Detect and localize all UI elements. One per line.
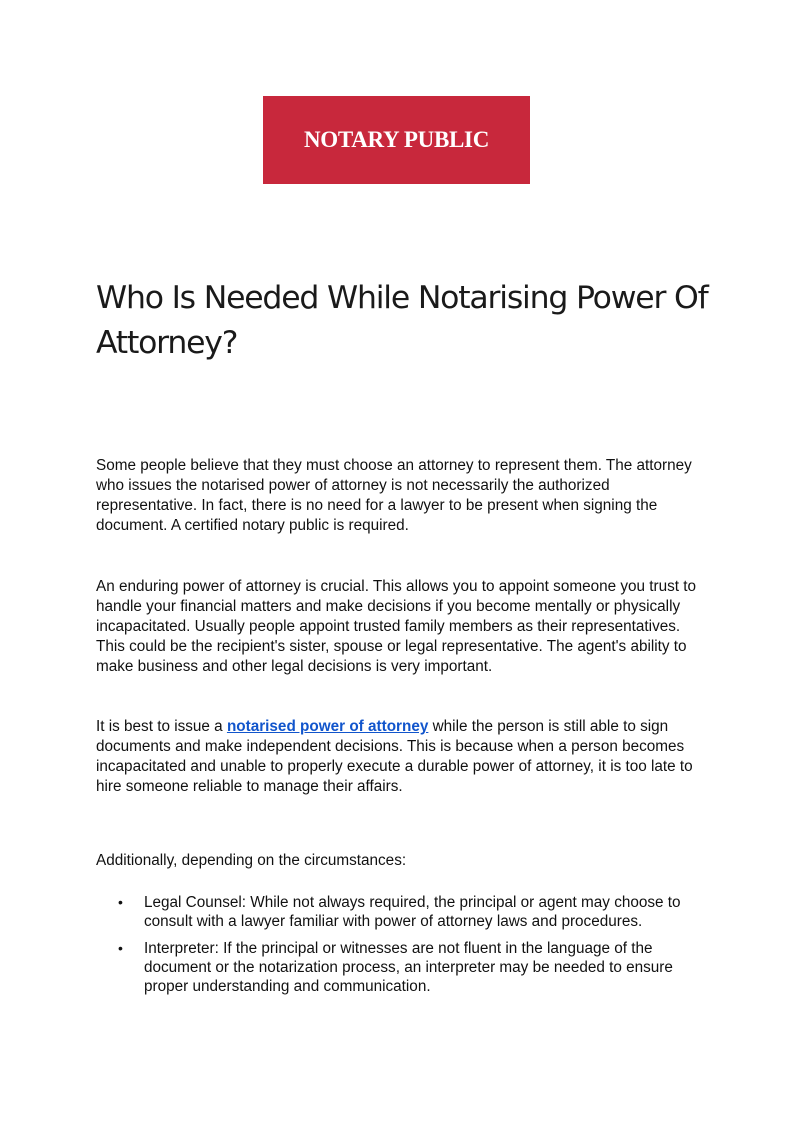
paragraph-intro: Some people believe that they must choose an attorney to represent them. The attorney who issues the notarised power of attorney is not necessarily the authorized representative. In fact, there is no need for a lawyer to be present when signing the document. A certified notary public is required. [96, 457, 692, 534]
list-item-text: Legal Counsel: While not always required, the principal or agent may choose to consult with a lawyer familiar with power of attorney laws and procedures. [144, 894, 681, 930]
paragraph-circumstances: Additionally, depending on the circumstances: [96, 852, 407, 869]
paragraph-enduring-poa: An enduring power of attorney is crucial. This allows you to appoint someone you trust to handle your financial matters and make decisions if you become mentally or physically incapacitated. Usually people appoint trusted family members as their representatives. This could be the recipient's sister, spouse or legal representative. The agent's ability to make business and other legal decisions is very important. [96, 578, 697, 675]
notarised-poa-link[interactable]: notarised power of attorney [226, 718, 429, 735]
bullet-icon: • [118, 894, 123, 910]
paragraph-timing [96, 717, 706, 797]
notary-public-logo [263, 96, 530, 184]
logo-text: NOTARY PUBLIC [303, 127, 490, 152]
paragraph-timing-rest: while the person is still able to sign documents and make independent decisions. This is because when a person becomes incapacitated and unable to properly execute a durable power of attorney, it is too late to hire someone reliable to manage their affairs. [96, 718, 693, 795]
bullet-icon: • [118, 940, 123, 956]
list-item [96, 893, 706, 931]
list-item-text: Interpreter: If the principal or witnesses are not fluent in the language of the document or the notarization process, an interpreter may be needed to ensure proper understanding and communication. [144, 940, 673, 995]
page-title: Who Is Needed While Notarising Power Of Attorney? [96, 280, 708, 361]
circumstances-list [96, 893, 706, 1004]
paragraph-timing-lead: It is best to issue a [96, 718, 227, 735]
list-item [96, 939, 706, 996]
